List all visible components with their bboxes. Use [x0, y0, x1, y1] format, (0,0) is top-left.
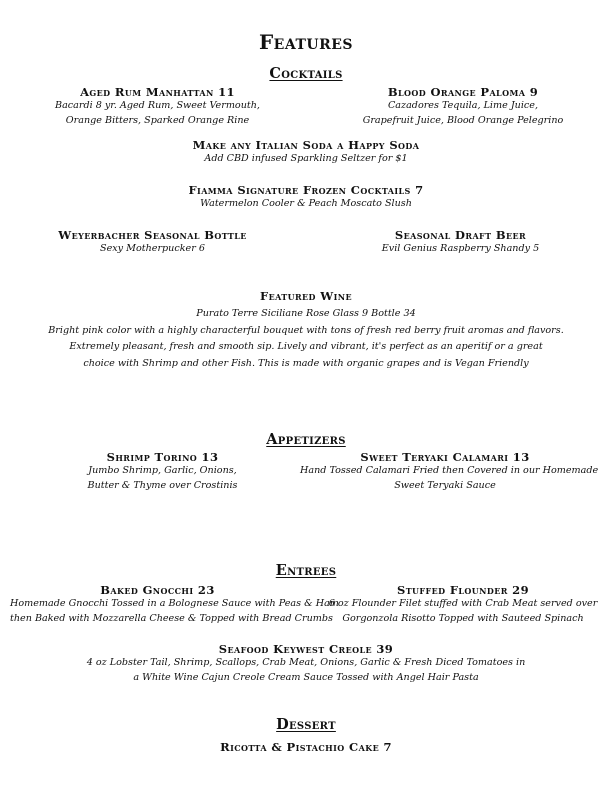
item-name: Seasonal Draft Beer [394, 228, 527, 242]
wine-line: Bright pink color with a highly characterful bouquet with tons of fresh red berry fruit aromas and flavors. [48, 324, 564, 336]
item-blood-orange-paloma [338, 85, 588, 129]
item-frozen-cocktails [0, 183, 612, 212]
item-ricotta-pistachio-cake [0, 740, 612, 754]
featured-wine-block [0, 289, 612, 372]
item-seasonal-draft-beer [368, 228, 553, 257]
wine-line: Purato Terre Siciliane Rose Glass 9 Bottle 34 [196, 308, 416, 319]
item-name: Make any Italian Soda a Happy Soda [192, 138, 420, 152]
item-desc-line: Sexy Motherpucker 6 [100, 243, 205, 254]
item-shrimp-torino [80, 450, 245, 494]
wine-line: Extremely pleasant, fresh and smooth sip. Lively and vibrant, it's perfect as an aperitif or a great [69, 341, 543, 352]
item-desc-line: Watermelon Cooler & Peach Moscato Slush [200, 198, 412, 209]
section-appetizers-heading: Appetizers [266, 431, 346, 448]
item-sweet-teryaki-calamari [300, 450, 599, 494]
item-name: Fiamma Signature Frozen Cocktails 7 [188, 183, 424, 197]
section-entrees-heading: Entrees [275, 562, 337, 579]
item-name: Blood Orange Paloma 9 [387, 85, 539, 99]
item-name: Ricotta & Pistachio Cake 7 [220, 740, 392, 754]
item-desc-line: Hand Tossed Calamari Fried then Covered in our Homemade [300, 465, 599, 476]
item-baked-gnocchi [10, 583, 339, 627]
item-weyerbacher-bottle [40, 228, 265, 257]
item-desc-line: 6 oz Flounder Filet stuffed with Crab Meat served over [328, 598, 598, 609]
item-aged-rum-manhattan [40, 85, 275, 129]
item-name: Aged Rum Manhattan 11 [80, 85, 235, 99]
featured-wine-heading: Featured Wine [260, 289, 352, 303]
item-italian-soda [0, 138, 612, 167]
item-desc-line: Sweet Teryaki Sauce [394, 479, 496, 491]
item-desc-line: Gorgonzola Risotto Topped with Sauteed Spinach [342, 612, 584, 624]
item-seafood-keywest-creole [0, 642, 612, 686]
item-desc-line: a White Wine Cajun Creole Cream Sauce Tossed with Angel Hair Pasta [133, 671, 479, 683]
section-cocktails-heading: Cocktails [269, 65, 343, 82]
item-desc-line: Grapefruit Juice, Blood Orange Pelegrino [362, 114, 564, 126]
item-desc-line: Butter & Thyme over Crostinis [87, 479, 238, 491]
item-name: Shrimp Torino 13 [106, 450, 219, 464]
item-stuffed-flounder [318, 583, 608, 627]
item-name: Baked Gnocchi 23 [100, 583, 215, 597]
item-name: Seafood Keywest Creole 39 [218, 642, 394, 656]
item-desc-line: Homemade Gnocchi Tossed in a Bolognese Sauce with Peas & Ham [10, 598, 339, 609]
page-title: Features [258, 30, 353, 54]
item-desc-line: Orange Bitters, Sparked Orange Rine [65, 114, 250, 126]
item-name: Weyerbacher Seasonal Bottle [58, 228, 247, 242]
section-dessert-heading: Dessert [276, 716, 336, 733]
item-name: Stuffed Flounder 29 [397, 583, 529, 597]
item-name: Sweet Teryaki Calamari 13 [360, 450, 530, 464]
item-desc-line: Jumbo Shrimp, Garlic, Onions, [88, 465, 237, 476]
item-desc-line: then Baked with Mozzarella Cheese & Topped with Bread Crumbs [10, 612, 333, 624]
item-desc-line: Evil Genius Raspberry Shandy 5 [381, 243, 540, 254]
item-desc-line: Cazadores Tequila, Lime Juice, [387, 100, 539, 111]
item-desc-line: 4 oz Lobster Tail, Shrimp, Scallops, Crab Meat, Onions, Garlic & Fresh Diced Tomatoes in [86, 657, 526, 668]
item-desc-line: Add CBD infused Sparkling Seltzer for $1 [204, 153, 408, 164]
wine-line: choice with Shrimp and other Fish. This is made with organic grapes and is Vegan Friendly [83, 357, 529, 369]
item-desc-line: Bacardi 8 yr. Aged Rum, Sweet Vermouth, [55, 100, 260, 111]
